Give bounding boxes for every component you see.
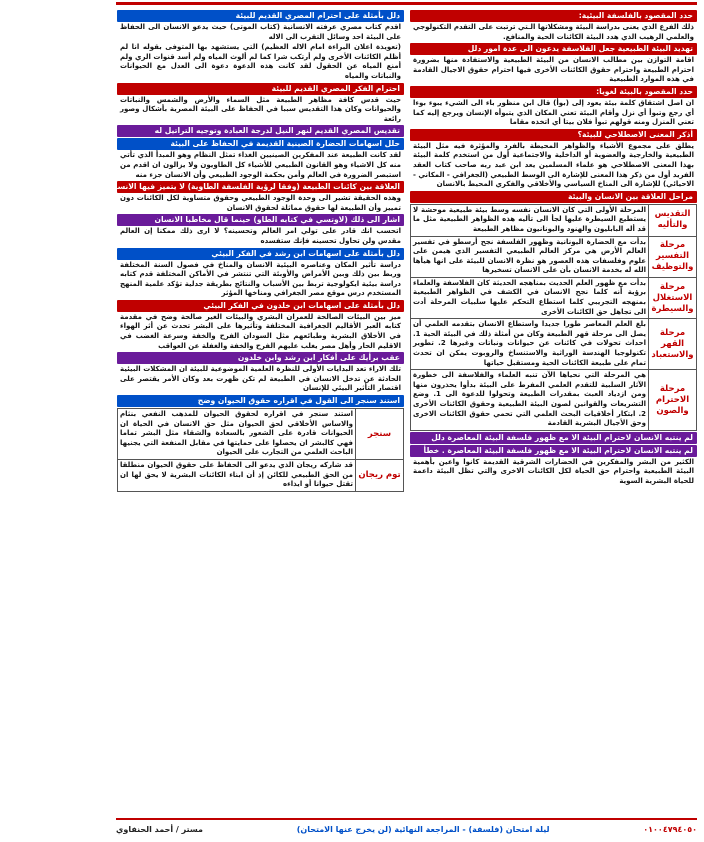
- table-row: [411, 319, 696, 370]
- section-text: تلك الاراء تعد البدايات الأولى للنظرة العلمية الموضوعية للبيئة ان المشكلات البيئية الحادثة عن تدخل الانسان في الطبيعة لم تكن ظهرت بعد وكان الأمر يقتصر على اقتصار التأثير البيئي للإنسان: [120, 365, 401, 393]
- table-row: [411, 205, 696, 237]
- stage-text: بلغ العلم المعاصر طورا جديدا واستطاع الانسان بتقدمه العلمي أن يصل الى مرحلة قهر الطبيعة وكان من أمثلة ذلك في البيئة الحية 1. احداث تحولات في كائنات عن حيوانات ونباتات وغيرها 2. تطوير تكنولوجيا الهندسة الوراثية والاستنساخ والروبوت يمكن ان تحدث تمام على طبيعة الكائنات الحية ومستقبل حياتها: [413, 320, 646, 367]
- right-column: [410, 10, 697, 800]
- person-label: سنجر: [355, 409, 403, 459]
- section-text: لقد كانت الطبيعة عند المفكرين الصينيين الغذاء تمثل النظام وهو المبدأ الذي تأتي منه كل الاشياء وهو القانون الطبيعي للأشياء كل الطاويون ولا يزالون ان اقدم من استبصر الضرورة في العالم وأمن بحكمة الوجود الطبيعي وأن الانسان جزء منه: [120, 151, 401, 179]
- table-row: [411, 370, 696, 430]
- section-text: اتحسب انك قادر على تولي امر العالم وتحسينه؟ لا ارى ذلك ممكنا إن العالم مقدس ولن تحاول تحسينه فإنك ستفسده: [120, 227, 401, 245]
- section-header: لم ينتبه الانسان لاحترام البيئة الا مع ظهور فلسفة البيئة المعاصرة . خطأ: [410, 445, 697, 457]
- table-row: [411, 237, 696, 278]
- section-header: العلاقة بين كائنات الطبيعة (وفقا لرؤية الفلسفة الطاوية) لا يتميز فيها الانسان عن غيره من الكائنات الأخرى: [117, 181, 404, 193]
- stage-label: مرحلة الاستغلال والسيطرة: [648, 278, 696, 318]
- stage-text: المرحلة الأولى التي كان الانسان نفسه وسط بيئة طبيعية موحشة لا يستطيع السيطرة عليها لجأ الى تأليه هذه الظواهر الطبيعية مثل ما قد أله البابليون والهنود واليونانيون مظاهر الطبيعة: [413, 205, 646, 233]
- section-text: (تعويذة اعلان البراءة امام الاله العظيم) التي يستشهد بها المتوفى بقوله انا لم أظلم الكائنات الأخرى ولم أرتكب شرا كما لم ألوث المياه ولم أسد قنوات الري ولم أمنع المياه عن الحقول لقد كانت هذه الدعوة دعوة الى العدل مع الحيوانات والنباتات والمياه: [120, 43, 401, 80]
- section-text: يطلق على مجموع الأشياء والظواهر المحيطة بالفرد والمؤثرة فيه مثل البيئة الطبيعية والخارجية والعضوية أو الداخلية والاجتماعية أول من استخدم كلمة البيئة بهذا المعنى الاصطلاحي هو علماء المسلمين يعد ابن عبد ربه صاحب كتاب العقد الفريد أول من ذكر هذا المعنى للإشارة الى الوسط الطبيعي (الجغرافي - المكاني - الاحيائي) للإشارة الى المناخ السياسي والأخلاقي والفكري المحيط بالانسان: [413, 141, 694, 189]
- section-header: حدد المقصود بالبيئة لغويا:: [410, 86, 697, 98]
- section-header: دلل بأمثلة على احترام المصري القديم للبيئة: [117, 10, 404, 22]
- footer: [116, 818, 697, 836]
- person-text: استند سنجر في اقراره لحقوق الحيوان للمذهب النفعي بنثام والاساس الأخلاقي لحق الحيوان مثل حق الانسان في الحياة ان الحيوانات قادرة على الشعور بالسعادة والشقاء مثل البشر تماما فهي كالبشر ان يحصلوا على حمايتها في مقابل المنفعة التي يجنيها الباحث العلمي من التجارب على الحيوان: [120, 410, 353, 457]
- stages-table: [410, 204, 697, 431]
- top-rule: [116, 2, 697, 5]
- section-text: دراسة تأثير المكان وعناصره البيئية الانسان والمناخ في فصول السنة المختلفة وربط بين ذلك وبين الأمراض والأوبئة التي تنتشر في الأماكن المختلفة قدم كتابه دراسة بيئية ايكولوجية تربط بين الأسباب والنتائج بطريقة جدلية تؤكد علمية المنهج المستخدم درس موقع مصر الجغرافي ومناخها المؤثر: [120, 260, 401, 298]
- section-text: وهذه الحقيقة تشير الى وحدة الوجود الطبيعي وحقوق متساوية لكل الكائنات دون تمييز وأن الطبيعة لها حقوق مماثلة لحقوق الانسان: [120, 194, 401, 212]
- stage-label: مرحلة التفسير والتوظيف: [648, 237, 696, 277]
- section-text: ذلك الفرع الذي يعنى بدراسة البيئة ومشكلاتها الـتي ترتبت على التقدم التكنولوجي والعلمي الرهيب الذي هدد البيئة الكائنات الحية والمنافع.: [413, 23, 694, 41]
- phone-number: ٠١٠٠٤٧٩٤٠٥٠: [643, 824, 697, 834]
- stage-text: هي المرحلة التي نحياها الآن تنبه العلماء والفلاسفة الى خطورة الآثار السلبية للتقدم العلمي المفرط على البيئة بدأوا يحذرون منها ومن ازدياد العبث بمقدرات الطبيعة وتحولوا للدعوة الى 1. وضع التشريعات والقوانين لصون البيئة الطبيعية وحقوق الكائنات الأخرى 2. ابتكار أخلاقيات البحث العلمي التي تحمي حقوق الكائنات الاخرى وحق الأجيال البشرية القادمة: [413, 371, 646, 428]
- section-header: احترام الفكر المصري القديم للبيئة: [117, 83, 404, 95]
- stage-text: بدأت مع ظهور العلم الحديث بمناهجه الحديثة كان الفلاسفة والعلماء برؤية أنه كلما نجح الانسان في الكشف في الظواهر الطبيعية بمنهجه التجريبي كلما استطاع التحكم عليها سلبيات المرحلة أدت الى تجاهل حق الكائنات الأخرى: [413, 278, 646, 316]
- columns: [0, 10, 697, 800]
- table-row: [118, 409, 403, 460]
- section-text: اقامة التوازن بين مطالب الانسان من البيئة الطبيعية والاستفادة منها بضرورة احترام الطبيعة واحترام حقوق الكائنات الأخرى فيها احترام حقوق الاجيال القادمة في هذه الموارد الطبيعية: [413, 56, 694, 84]
- section-header: دلل بأمثلة على اسهامات ابن رشد في الفكر البيئي: [117, 248, 404, 260]
- section-header: مراحل العلاقة بين الانسان والبيئة: [410, 191, 697, 203]
- stage-label: مرحلة الاحترام والصون: [648, 370, 696, 430]
- person-text: قد شاركه ريجان الذي يدعو الى الحفاظ على حقوق الحيوان منطلقا من الحق الطبيعي للكائن إذ أن ابناء الكائنات البشرية لا يحق لها ان تقتل حيوانا أو ايذاءه: [120, 461, 353, 489]
- section-header: أذكر المعنى الاصطلاحي للبيئة؟: [410, 129, 697, 141]
- section-text: ميز بين البيئات الصالحة للعمران البشري والبيئات الغير صالحة وضح في مقدمة كتابه العبر الأقاليم الجغرافية المختلفة وتأثيرها على البشر تحدث عن أثر الهواء في الأخلاق البشرية وطبائعهم مثل السودان الفرح والخفة وسرعة الغضب في الاقليم الحار وأهل مصر يغلب عليهم الفرح والخفة والغفلة عن العواقب: [120, 312, 401, 350]
- stage-label: التقديس والتأليه: [648, 205, 696, 236]
- exam-title: ليلة امتحان (فلسفة) - المراجعة النهائية (لن يخرج عنها الامتحان): [296, 824, 550, 834]
- rights-table: [117, 408, 404, 492]
- section-header: تهديد البيئة الطبيعية جعل الفلاسفة يدعون الى عدة امور دلل: [410, 43, 697, 55]
- section-header: حلل اسهامات الحضارة الصينية القديمة في الحفاظ على البيئة: [117, 138, 404, 150]
- table-row: [411, 278, 696, 319]
- teacher-name: مستر / أحمد الحنفاوي: [116, 824, 203, 834]
- section-header: استند سنجر الى القول في اقراره حقوق الحيوان وضح: [117, 395, 404, 407]
- section-text: اقدم كتاب مصري عرفته الانسانية (كتاب الموتى) حيث يدعو الانسان الى الحفاظ على البيئة احد وسائل التقرب الى الاله: [120, 23, 401, 41]
- section-header: عقب برأيك على أفكار ابن رشد وابن خلدون: [117, 352, 404, 364]
- stage-label: مرحلة القهر والاستعباد: [648, 319, 696, 369]
- section-text: حيث قدس كافة مظاهر الطبيعة مثل السماء والأرض والشمس والنباتات والحيوانات وكان هذا التقديس سببا في الحفاظ على البيئة المصرية بأشكال وصور رائعة: [120, 95, 401, 123]
- section-header: لم ينتبه الانسان لاحترام البيئة الا مع ظهور فلسفة البيئة المعاصرة دلل: [410, 432, 697, 444]
- section-text: الكثير من البشر والمفكرين في الحضارات الشرقية القديمة كانوا واعين بأهمية البيئة الطبيعية واحترام حق الحياة لكل الكائنات الاخرى والتي تظل البيئة داعمة للحياة البشرية السوية: [413, 457, 694, 485]
- section-header: تقديس المصري القديم لنهر النيل لدرجة العبادة وتوجيه التراتيل له: [117, 125, 404, 137]
- person-label: توم ريجان: [355, 460, 403, 491]
- left-column: [0, 10, 404, 800]
- section-text: ان اصل اشتقاق كلمة بيئة يعود إلى (بوأ) قال ابن منظور باء الى الشيء يبوء بوءا أي رجع وتبوأ أي نزل وأقام البيئة تعني المكان الذي يتبوأه الإنسان ويرجع إليه كما تعني المنزل ومنه قولهم تبوأ فلان بيتا أي اتخذه مقاما: [413, 98, 694, 127]
- stage-text: بدأت مع الحضارة اليونانية وظهور الفلسفة نجح أرسطو في تفسير العالم الأرض هي مركز العالم الطبيعي التفسير الذي هيمن على علوم وفلسفات هذه العصور هو نظرة الانسان للبيئة على انها هيأها الله له بخدمة الانسان بأن على الانسان تسخيرها: [413, 237, 646, 275]
- table-row: [118, 460, 403, 491]
- section-header: دلل بأمثلة على اسهامات ابن خلدون في الفكر البيئي: [117, 300, 404, 312]
- section-header: حدد المقصود بالفلسفة البيئية:: [410, 10, 697, 22]
- section-header: اشار الى ذلك (لاوتسي في كتابه الطاو) حينما قال مخاطبا الانسان: [117, 214, 404, 226]
